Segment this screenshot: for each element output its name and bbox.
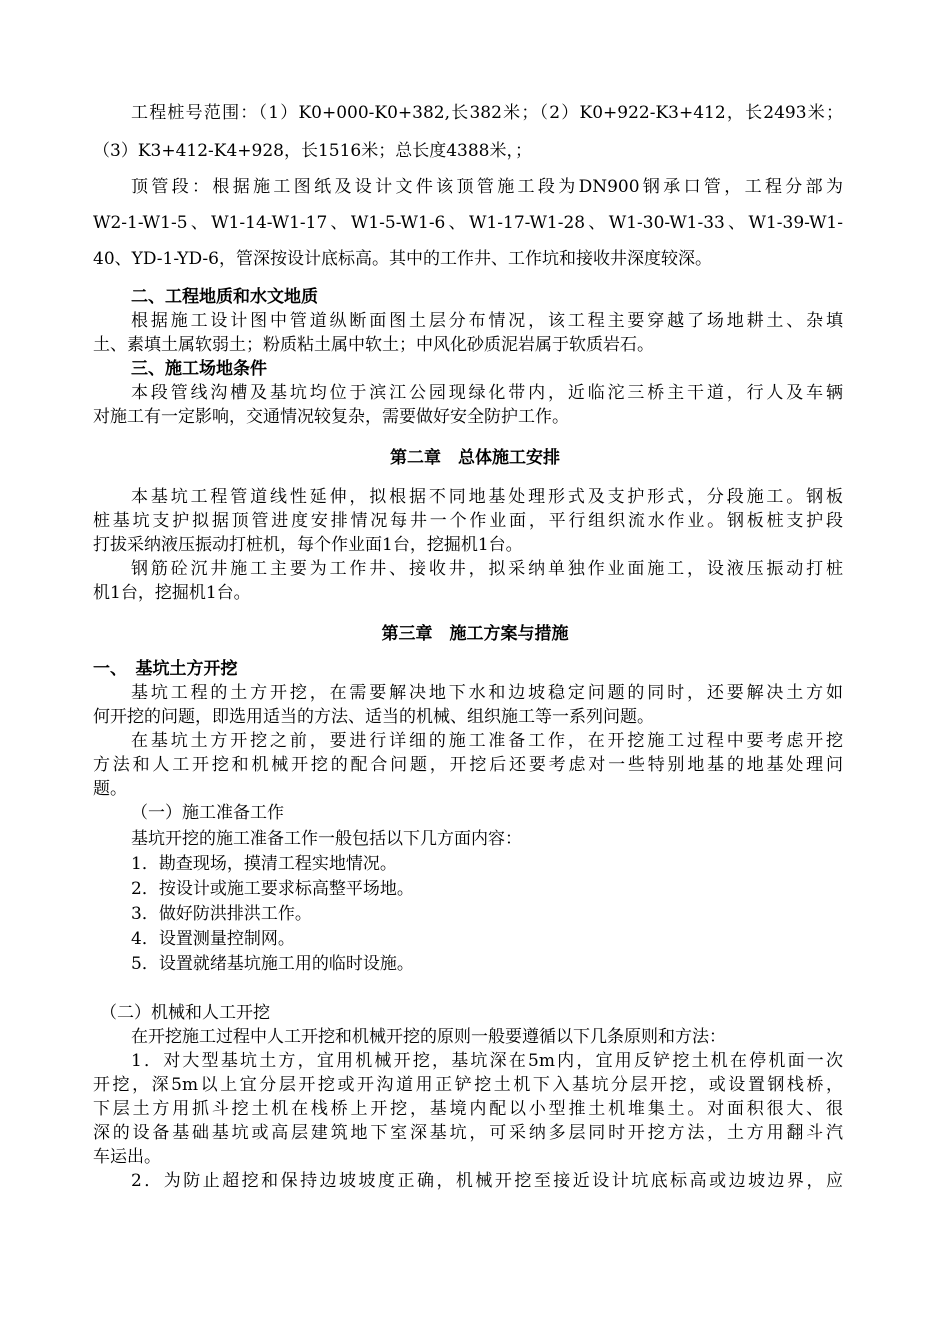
ch3-para1-line1: 基坑工程的土方开挖，在需要解决地下水和边坡稳定问题的同时，还要解决土方如	[131, 683, 843, 703]
sub1-heading: （一）施工准备工作	[131, 803, 284, 823]
rule1-line5: 车运出。	[93, 1147, 161, 1167]
sub2-intro: 在开挖施工过程中人工开挖和机械开挖的原则一般要遵循以下几条原则和方法：	[131, 1027, 726, 1047]
prep-item-2: 2．按设计或施工要求标高整平场地。	[131, 879, 414, 899]
ch3-para2-line3: 题。	[93, 779, 127, 799]
ch3-para2-line2: 方法和人工开挖和机械开挖的配合问题，开挖后还要考虑对一些特别地基的地基处理问	[93, 755, 843, 775]
geology-heading: 二、工程地质和水文地质	[131, 287, 318, 307]
rule1-line4: 深的设备基础基坑或高层建筑地下室深基坑，可采纳多层同时开挖方法，土方用翻斗汽	[93, 1123, 843, 1143]
project-range-line-1: 工程桩号范围：（1）K0+000-K0+382,长382米；（2）K0+922-K3+412，长2493米；	[131, 103, 843, 123]
rule1-line1: 1．对大型基坑土方，宜用机械开挖，基坑深在5m内，宜用反铲挖土机在停机面一次	[131, 1051, 843, 1071]
project-range-line-2: （3）K3+412-K4+928，长1516米；总长度4388米，；	[93, 141, 533, 161]
prep-item-3: 3．做好防洪排洪工作。	[131, 904, 312, 924]
ch2-para1-line1: 本基坑工程管道线性延伸，拟根据不同地基处理形式及支护形式，分段施工。钢板	[131, 487, 843, 507]
ch2-para1-line2: 桩基坑支护拟据顶管进度安排情况每井一个作业面，平行组织流水作业。钢板桩支护段	[93, 511, 843, 531]
sub1-intro: 基坑开挖的施工准备工作一般包括以下几方面内容：	[131, 829, 522, 849]
pipe-jacking-line-2: W2-1-W1-5、W1-14-W1-17、W1-5-W1-6、W1-17-W1-28、W1-30-W1-33、W1-39-W1-	[93, 213, 843, 233]
geology-line-1: 根据施工设计图中管道纵断面图土层分布情况，该工程主要穿越了场地耕土、杂填	[131, 311, 843, 331]
prep-item-1: 1．勘查现场，摸清工程实地情况。	[131, 854, 397, 874]
pipe-jacking-line-3: 40、YD-1-YD-6，管深按设计底标高。其中的工作井、工作坑和接收井深度较深。	[93, 249, 712, 269]
chapter-2-title: 第二章 总体施工安排	[390, 448, 560, 468]
rule2-line1: 2．为防止超挖和保持边坡坡度正确，机械开挖至接近设计坑底标高或边坡边界，应	[131, 1171, 843, 1191]
prep-item-4: 4．设置测量控制网。	[131, 929, 295, 949]
rule1-line2: 开挖，深5m以上宜分层开挖或开沟道用正铲挖土机下入基坑分层开挖，或设置钢栈桥，	[93, 1075, 843, 1095]
prep-item-5: 5．设置就绪基坑施工用的临时设施。	[131, 954, 414, 974]
ch3-para2-line1: 在基坑土方开挖之前，要进行详细的施工准备工作，在开挖施工过程中要考虑开挖	[131, 731, 843, 751]
rule1-line3: 下层土方用抓斗挖土机在栈桥上开挖，基境内配以小型推土机堆集土。对面积很大、很	[93, 1099, 843, 1119]
ch3-para1-line2: 何开挖的问题，即选用适当的方法、适当的机械、组织施工等一系列问题。	[93, 707, 654, 727]
site-line-2: 对施工有一定影响，交通情况较复杂，需要做好安全防护工作。	[93, 407, 569, 427]
geology-line-2: 土、素填土属软弱土；粉质粘土属中软土；中风化砂质泥岩属于软质岩石。	[93, 335, 654, 355]
site-line-1: 本段管线沟槽及基坑均位于滨江公园现绿化带内，近临沱三桥主干道，行人及车辆	[131, 383, 843, 403]
ch3-section1-heading: 一、 基坑土方开挖	[93, 659, 238, 679]
ch2-para2-line1: 钢筋砼沉井施工主要为工作井、接收井，拟采纳单独作业面施工，设液压振动打桩	[131, 559, 843, 579]
ch2-para1-line3: 打拔采纳液压振动打桩机，每个作业面1台，挖掘机1台。	[93, 535, 523, 555]
sub2-heading: （二）机械和人工开挖	[100, 1003, 270, 1023]
pipe-jacking-line-1: 顶管段：根据施工图纸及设计文件该顶管施工段为DN900钢承口管，工程分部为	[131, 177, 843, 197]
chapter-3-title: 第三章 施工方案与措施	[381, 624, 569, 644]
ch2-para2-line2: 机1台，挖掘机1台。	[93, 583, 251, 603]
site-heading: 三、施工场地条件	[131, 359, 267, 379]
